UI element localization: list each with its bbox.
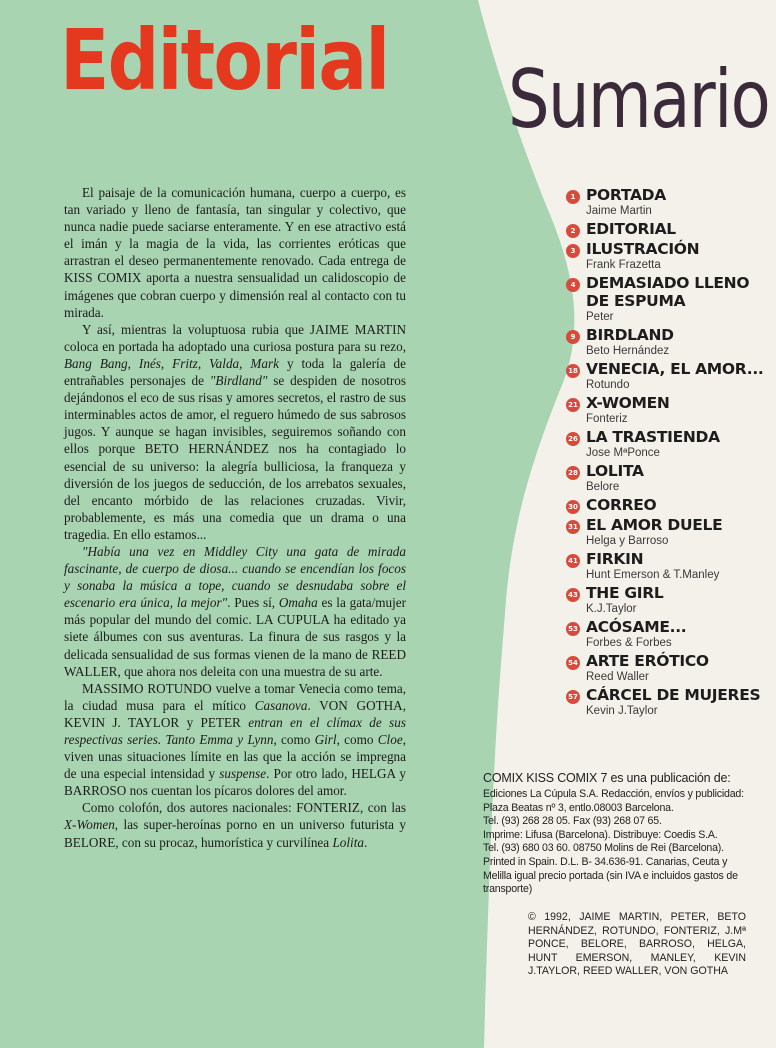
toc-item	[566, 428, 771, 460]
page-number-badge: 54	[566, 656, 580, 670]
toc-title: VENECIA, EL AMOR...	[586, 360, 764, 378]
toc-item	[566, 496, 771, 514]
editorial-body	[64, 184, 406, 851]
page-number-badge: 41	[566, 554, 580, 568]
colophon-line: Ediciones La Cúpula S.A. Redacción, envíos y publicidad:	[483, 788, 744, 800]
colophon-heading: COMIX KISS COMIX 7 es una publicación de:	[483, 771, 731, 785]
toc-item	[566, 516, 771, 548]
italic-text: Lolita	[332, 834, 364, 850]
text-run: , las super-heroínas porno en un universo futurista y BELORE, con su procaz, humorística y curvilínea	[64, 817, 406, 850]
italic-text: "Había una vez en Middley City una gata de mirada fascinante, de cuerpo de diosa... cuando se encendían los focos y sonaba la música a tope, cuando se desnudaba sobre el escenario era única, la mejor"	[64, 543, 406, 611]
toc-title: ARTE ERÓTICO	[586, 652, 709, 670]
page-number-badge: 53	[566, 622, 580, 636]
toc-title: ILUSTRACIÓN	[586, 240, 700, 258]
text-run: Como colofón, dos autores nacionales: FONTERIZ, con las	[82, 800, 406, 816]
colophon	[483, 770, 773, 897]
toc-title: LA TRASTIENDA	[586, 428, 720, 446]
toc-item	[566, 186, 771, 218]
page-number-badge: 9	[566, 330, 580, 344]
toc-author: Rotundo	[586, 379, 630, 391]
toc-item	[566, 220, 771, 238]
toc-item	[566, 618, 771, 650]
editorial-paragraph	[64, 543, 406, 680]
text-run: . Por otro lado, HELGA y BARROSO nos cuentan los pícaros dolores del amor.	[64, 766, 406, 799]
editorial-paragraph	[64, 680, 406, 800]
page-number-badge: 57	[566, 690, 580, 704]
page-number-badge: 30	[566, 500, 580, 514]
italic-text: Emma y Lynn	[199, 732, 274, 747]
editorial-paragraph	[64, 321, 406, 543]
toc-title: LOLITA	[586, 462, 644, 480]
toc-title: ACÓSAME...	[586, 618, 687, 636]
toc-author: Fonteriz	[586, 413, 628, 425]
italic-text: suspense	[219, 766, 267, 782]
page-number-badge: 3	[566, 244, 580, 258]
toc-author: Jose MªPonce	[586, 447, 660, 459]
toc-author: Kevin J.Taylor	[586, 705, 658, 717]
toc-author: Frank Frazetta	[586, 259, 661, 271]
colophon-line: Tel. (93) 680 03 60. 08750 Molins de Rei (Barcelona).	[483, 842, 724, 855]
sumario-title: Sumario	[508, 53, 770, 146]
colophon-line: Printed in Spain. D.L. B- 34.636-91. Canarias, Ceuta y	[483, 855, 728, 868]
italic-text: entran en el clímax de sus respectivas series. Tanto	[64, 714, 406, 747]
colophon-line: Tel. (93) 268 28 05. Fax (93) 268 07 65.	[483, 815, 662, 828]
table-of-contents	[566, 186, 771, 720]
colophon-line: transporte)	[483, 883, 533, 896]
toc-title: PORTADA	[586, 186, 666, 204]
text-run: es la gata/mujer más popular del mundo del comic. LA CUPULA ha editado ya siete álbumes con sus aventuras. La finura de sus rasgos y la delicada sensualidad de sus formas vienen de la mano de REED WALLER, que ahora nos deleita con una muestra de su arte.	[64, 595, 406, 679]
toc-author: Beto Hernández	[586, 345, 670, 357]
toc-item	[566, 550, 771, 582]
editorial-paragraph	[64, 184, 406, 321]
copyright-notice: © 1992, JAIME MARTIN, PETER, BETO HERNÁNDEZ, ROTUNDO, FONTERIZ, J.Mª PONCE, BELORE, BARROSO, HELGA, HUNT EMERSON, MANLEY, KEVIN J.TAYLOR, REED WALLER, VON GOTHA	[528, 911, 746, 978]
page-number-badge: 2	[566, 224, 580, 238]
text-run: El paisaje de la comunicación humana, cuerpo a cuerpo, es tan variado y lleno de fantasía, tan singular y colectivo, que nunca nadie puede saciarse enteramente. Y en ese atractivo está el imán y la magia de la vida, las corrientes eróticas que arrastran el deseo permanentemente renovado. Cada entrega de KISS COMIX aporta a nuestra sensualidad un calidoscopio de imágenes que cobran cuerpo y dimensión real al contacto con tu mirada.	[64, 185, 406, 320]
toc-author: Helga y Barroso	[586, 535, 669, 547]
text-run: , viven unas situaciones límite en las que la acción se impregna de una especial intensidad y	[64, 732, 406, 782]
toc-item	[566, 326, 771, 358]
page-number-badge: 26	[566, 432, 580, 446]
italic-text: Casanova	[254, 697, 308, 713]
italic-text: Bang Bang, Inés, Fritz, Valda, Mark	[64, 355, 279, 371]
toc-author: Forbes & Forbes	[586, 637, 672, 649]
toc-item	[566, 394, 771, 426]
italic-text: Omaha	[278, 595, 318, 611]
toc-title: FIRKIN	[586, 550, 644, 568]
text-run: , como	[336, 732, 378, 747]
page-number-badge: 18	[566, 364, 580, 378]
text-run: . VON GOTHA, KEVIN J. TAYLOR y PETER	[64, 697, 406, 730]
toc-title: BIRDLAND	[586, 326, 674, 344]
toc-item	[566, 652, 771, 684]
toc-author: Jaime Martin	[586, 205, 652, 217]
text-run: . Pues sí,	[227, 595, 279, 611]
text-run: .	[363, 834, 368, 850]
toc-title: EDITORIAL	[586, 220, 676, 238]
italic-text: Cloe	[377, 732, 403, 747]
page-number-badge: 28	[566, 466, 580, 480]
toc-title: X-WOMEN	[586, 394, 670, 412]
text-run: se despiden de nosotros dejándonos el eco de sus risas y amores secretos, el rastro de sus interminables actos de amor, el reguero húmedo de sus sabrosos jugos. Y aunque se hagan invisibles, seguiremos soñando con ellos porque BETO HERNÁNDEZ nos ha contagiado lo esencial de su universo: la alegría bulliciosa, la franqueza y diversión de los juegos de seducción, de los arrebatos sexuales, del encanto mórbido de las relaciones cruzadas. Vivir, probablemente, es más una comedia que un drama o una tragedia. En ello estamos...	[64, 373, 406, 542]
editorial-title: Editorial	[60, 11, 389, 109]
editorial-paragraph	[64, 799, 406, 850]
toc-author: Peter	[586, 311, 614, 323]
toc-item	[566, 462, 771, 494]
toc-title: THE GIRL	[586, 584, 664, 602]
italic-text: X-Women	[64, 817, 115, 833]
page-number-badge: 21	[566, 398, 580, 412]
toc-item	[566, 686, 771, 718]
toc-title: CÁRCEL DE MUJERES	[586, 686, 761, 704]
toc-item	[566, 274, 771, 324]
text-run: , como	[273, 732, 315, 747]
toc-item	[566, 240, 771, 272]
page-number-badge: 43	[566, 588, 580, 602]
toc-author: Hunt Emerson & T.Manley	[586, 569, 720, 581]
page-number-badge: 4	[566, 278, 580, 292]
toc-title: CORREO	[586, 496, 657, 514]
toc-title: EL AMOR DUELE	[586, 516, 723, 534]
colophon-line: Plaza Beatas nº 3, entlo.08003 Barcelona.	[483, 801, 674, 814]
italic-text: "Birdland"	[209, 373, 268, 389]
toc-author: K.J.Taylor	[586, 603, 637, 615]
italic-text: Girl	[314, 732, 337, 747]
text-run: MASSIMO ROTUNDO vuelve a tomar Venecia como tema, la ciudad musa para el mítico	[64, 680, 406, 713]
toc-item	[566, 584, 771, 616]
toc-title: DEMASIADO LLENO DE ESPUMA	[586, 274, 750, 310]
colophon-line: Imprime: Lifusa (Barcelona). Distribuye: Coedis S.A.	[483, 828, 718, 841]
text-run: Y así, mientras la voluptuosa rubia que JAIME MARTIN coloca en portada ha adoptado una curiosa postura para su rezo,	[64, 321, 406, 354]
toc-author: Reed Waller	[586, 671, 649, 683]
toc-author: Belore	[586, 481, 620, 493]
page-number-badge: 1	[566, 190, 580, 204]
page-number-badge: 31	[566, 520, 580, 534]
colophon-line: Melilla igual precio portada (sin IVA e incluidos gastos de	[483, 869, 738, 882]
text-run: y toda la galería de entrañables personajes de	[64, 355, 406, 389]
toc-item	[566, 360, 771, 392]
